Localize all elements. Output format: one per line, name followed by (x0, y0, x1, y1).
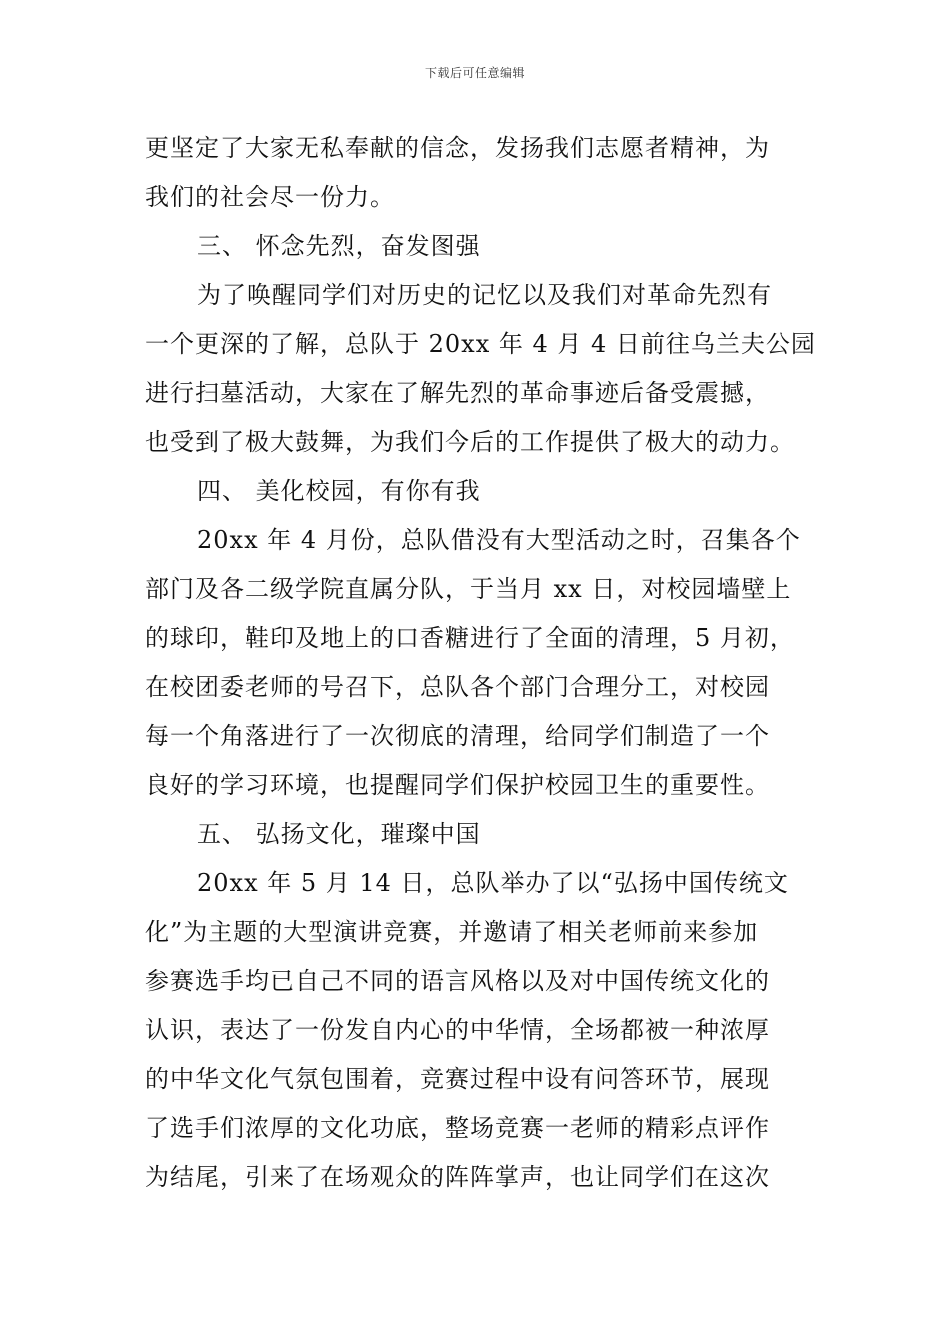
text-line: 进行扫墓活动，大家在了解先烈的革命事迹后备受震撼， (145, 379, 770, 407)
text-line: 更坚定了大家无私奉献的信念，发扬我们志愿者精神，为 (145, 134, 770, 162)
text-line: 了选手们浓厚的文化功底，整场竞赛一老师的精彩点评作 (145, 1114, 770, 1142)
text-line: 的球印，鞋印及地上的口香糖进行了全面的清理，5 月初， (145, 624, 795, 652)
document-body (145, 124, 815, 1202)
text-line: 20xx 年 5 月 14 日，总队举办了以“弘扬中国传统文 (197, 869, 789, 897)
section-heading: 四、 美化校园，有你有我 (197, 477, 481, 505)
text-line: 良好的学习环境，也提醒同学们保护校园卫生的重要性。 (145, 771, 770, 799)
section-heading: 五、 弘扬文化，璀璨中国 (197, 820, 481, 848)
page-header: 下载后可任意编辑 (424, 66, 525, 80)
text-line: 为结尾，引来了在场观众的阵阵掌声，也让同学们在这次 (145, 1163, 770, 1191)
text-line: 认识，表达了一份发自内心的中华情，全场都被一种浓厚 (145, 1016, 770, 1044)
text-line: 20xx 年 4 月份，总队借没有大型活动之时，召集各个 (197, 526, 801, 554)
text-line: 部门及各二级学院直属分队，于当月 xx 日，对校园墙壁上 (145, 575, 792, 603)
text-line: 参赛选手均已自己不同的语言风格以及对中国传统文化的 (145, 967, 770, 995)
text-line: 化”为主题的大型演讲竞赛，并邀请了相关老师前来参加 (145, 918, 759, 946)
text-line: 每一个角落进行了一次彻底的清理，给同学们制造了一个 (145, 722, 770, 750)
text-line: 的中华文化气氛包围着，竞赛过程中设有问答环节，展现 (145, 1065, 770, 1093)
text-line: 也受到了极大鼓舞，为我们今后的工作提供了极大的动力。 (145, 428, 795, 456)
text-line: 在校团委老师的号召下，总队各个部门合理分工，对校园 (145, 673, 770, 701)
section-heading: 三、 怀念先烈，奋发图强 (197, 232, 481, 260)
text-line: 一个更深的了解，总队于 20xx 年 4 月 4 日前往乌兰夫公园 (145, 330, 816, 358)
text-line: 我们的社会尽一份力。 (145, 183, 395, 211)
text-line: 为了唤醒同学们对历史的记忆以及我们对革命先烈有 (197, 281, 772, 309)
